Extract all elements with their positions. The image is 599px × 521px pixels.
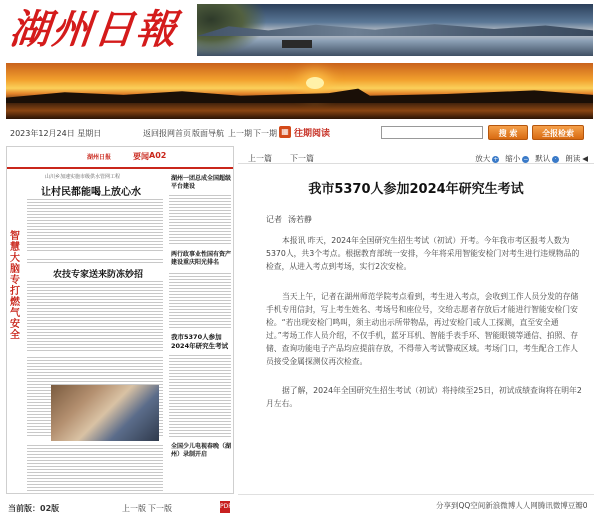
next-page-link[interactable]: 下一版 xyxy=(148,504,172,513)
speaker-icon: ◀ xyxy=(582,154,588,163)
share-bar[interactable]: 分享到QQ空间新浪微博人人网腾讯微博豆瓣0 xyxy=(436,501,588,510)
past-issues-button[interactable] xyxy=(279,124,351,140)
thumbnail-text-block xyxy=(27,199,163,253)
author-name: 汤若静 xyxy=(288,215,312,224)
zoom-out-label: 缩小 xyxy=(505,154,521,163)
article-toolbar xyxy=(238,148,594,164)
read-aloud-button[interactable] xyxy=(565,153,588,164)
thumbnail-headline-2[interactable]: 农技专家送来防冻妙招 xyxy=(53,270,144,280)
default-size-label: 默认 xyxy=(535,154,551,163)
thumbnail-text-block xyxy=(27,445,163,491)
zoom-in-label: 放大 xyxy=(475,154,491,163)
layout-nav-link[interactable]: 版面导航 xyxy=(192,129,224,138)
article-paragraph: 本报讯 昨天，2024年全国研究生招生考试（初试）开考。今年我市考区报考人数为5370人，共3个考点。根据教育部统一安排，今年将采用智能安检门对考生进行违规物品的检查，从进入考点到考场，实行2次安检。 xyxy=(266,236,580,271)
pier-shape xyxy=(282,40,312,48)
current-page-value: 02版 xyxy=(40,504,60,513)
full-search-button[interactable]: 全报检索 xyxy=(532,125,584,140)
article-tools xyxy=(475,153,588,164)
header-photo xyxy=(197,4,593,56)
date-nav-bar xyxy=(0,122,599,142)
zoom-out-button[interactable] xyxy=(505,153,529,164)
thumbnail-text-block xyxy=(27,281,163,353)
sun-shape xyxy=(306,77,324,89)
next-issue-link[interactable]: 下一期 xyxy=(253,129,277,138)
article-byline xyxy=(266,214,312,225)
thumbnail-subheadline: 山川乡加速实施市级供水管网工程 xyxy=(45,174,121,180)
thumbnail-text-block xyxy=(169,195,231,245)
author-label: 记者 xyxy=(266,215,282,224)
thumbnail-side-headline-2[interactable]: 两行政事业性国有资产建设重庆阳光排名 xyxy=(171,251,232,266)
thumbnail-divider xyxy=(27,259,163,263)
page-thumbnail[interactable] xyxy=(6,146,234,494)
home-link[interactable]: 返回报网首页 xyxy=(143,129,191,138)
newspaper-logo[interactable]: 湖州日報 xyxy=(7,6,181,53)
thumbnail-brand: 湖州日报 xyxy=(87,154,112,161)
calendar-icon: ▦ xyxy=(279,126,291,138)
past-issues-label: 往期阅读 xyxy=(294,128,331,139)
article-title: 我市5370人参加2024年研究生考试 xyxy=(308,182,524,197)
prev-issue-link[interactable]: 上一期 xyxy=(228,129,252,138)
pdf-icon[interactable]: PDF xyxy=(220,501,230,513)
zoom-out-icon: − xyxy=(523,156,529,163)
masthead xyxy=(0,0,599,60)
thumbnail-side-headline-4[interactable]: 全国少儿电视春晚（湖州）录制开启 xyxy=(171,443,232,458)
prev-page-link[interactable]: 上一版 xyxy=(122,504,146,513)
thumbnail-vertical-headline[interactable]: 智慧大脑专打燃气安全 xyxy=(10,231,20,341)
thumbnail-header xyxy=(7,147,234,169)
search-button[interactable]: 搜 索 xyxy=(488,125,528,140)
thumbnail-text-block xyxy=(169,273,231,329)
zoom-in-icon: + xyxy=(493,156,499,163)
article-bottom-divider xyxy=(238,494,594,495)
hills-shape xyxy=(6,85,593,103)
sunset-banner xyxy=(6,63,593,119)
current-page-indicator xyxy=(8,503,59,514)
thumbnail-headline-1[interactable]: 让村民都能喝上放心水 xyxy=(41,187,141,198)
thumbnail-side-headline-3[interactable]: 我市5370人参加2024年研究生考试 xyxy=(171,333,229,350)
default-size-button[interactable] xyxy=(535,153,559,164)
read-aloud-label: 朗读 xyxy=(565,154,581,163)
thumbnail-text-block xyxy=(169,355,231,439)
article-paragraph: 据了解，2024年全国研究生招生考试（初试）将持续至25日，初试成绩查询将在明年2月左右。 xyxy=(266,386,582,408)
thumbnail-photo xyxy=(51,385,159,441)
zoom-in-button[interactable] xyxy=(475,153,499,164)
default-size-icon: · xyxy=(552,156,559,163)
issue-date: 2023年12月24日 星期日 xyxy=(10,129,102,138)
thumbnail-page-number: A02 xyxy=(149,151,167,160)
next-article-link[interactable]: 下一篇 xyxy=(290,154,314,163)
search-input[interactable] xyxy=(381,126,483,139)
thumbnail-section: 要闻 xyxy=(133,152,149,161)
article-panel xyxy=(238,148,594,494)
prev-article-link[interactable]: 上一篇 xyxy=(248,154,272,163)
thumbnail-side-headline-1[interactable]: 湖州一团总成全国超级平台建设 xyxy=(171,175,232,190)
article-paragraph: 当天上午，记者在湖州师范学院考点看到，考生进入考点，会收到工作人员分发的存储手机专用信封，写上考生姓名、考场号和座位号，交给志愿者存放后才能进行智能安检门安检。“若出现安检门鸣叫，须主动出示所带物品，再过安检门或人工探测，直至安全通过。”考场工作人员介绍，不仅手机，蓝牙耳机、智能手表手环、智能眼镜等通信、拍照、存储、查询功能电子产品均应提前存放，不得带入考试警戒区域。考场门口，考生配合工作人员接受金属探测仪再次检查。 xyxy=(266,292,579,366)
current-page-label: 当前版： xyxy=(8,504,40,513)
